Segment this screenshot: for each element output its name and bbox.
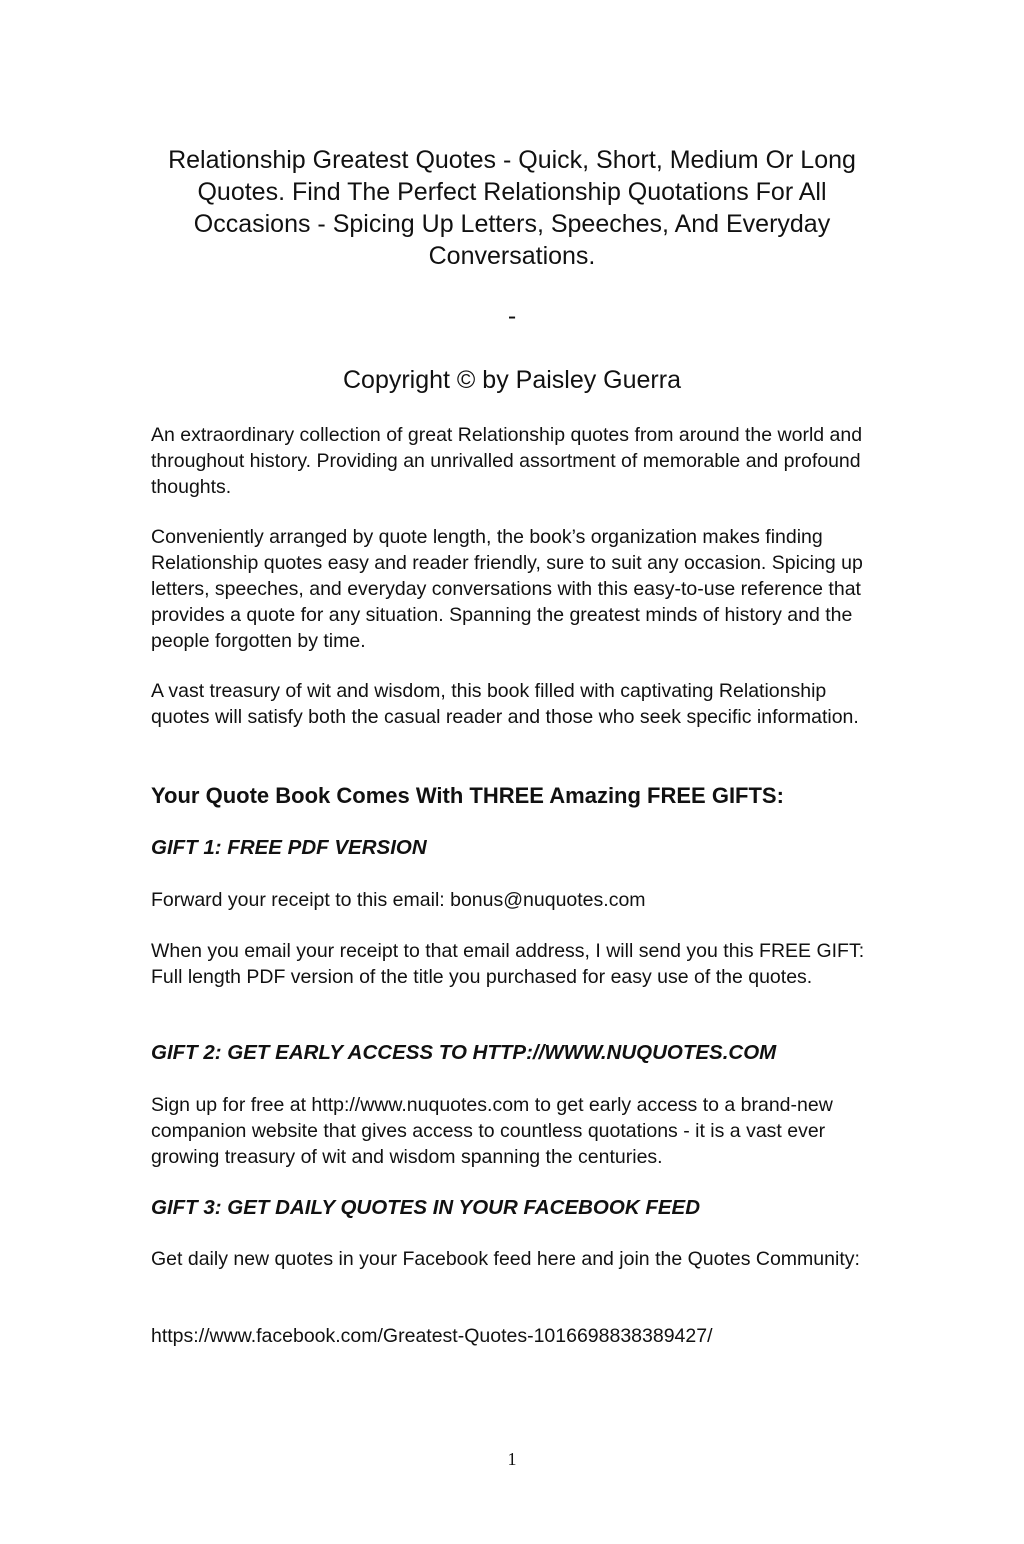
- gift-1-heading: GIFT 1: FREE PDF VERSION: [151, 836, 427, 859]
- intro-paragraph-1: An extraordinary collection of great Relationship quotes from around the world and throughout history. Providing an unrivalled assortment of memorable and profound thoughts.: [151, 424, 863, 498]
- gift-3-description: Get daily new quotes in your Facebook feed here and join the Quotes Community:: [151, 1248, 860, 1270]
- copyright-line: Copyright © by Paisley Guerra: [342, 366, 681, 394]
- gift-2-description: Sign up for free at http://www.nuquotes.com to get early access to a brand-new companion website that gives access to countless quotations - it is a vast ever growing treasury of wit and wisdom spanning the centuries.: [151, 1094, 833, 1168]
- intro-paragraph-2: Conveniently arranged by quote length, the book’s organization makes finding Relationship quotes easy and reader friendly, sure to suit any occasion. Spicing up letters, speeches, and everyday conversations with this easy-to-use reference that provides a quote for any situation. Spanning the greatest minds of history and the people forgotten by time.: [151, 526, 863, 652]
- page-title: Relationship Greatest Quotes - Quick, Short, Medium Or Long Quotes. Find The Perfect Relationship Quotations For All Occasions - Spicing Up Letters, Speeches, And Everyday Conversations.: [168, 146, 856, 270]
- title-separator: -: [507, 302, 517, 330]
- page-number: 1: [507, 1449, 517, 1469]
- gifts-heading: Your Quote Book Comes With THREE Amazing FREE GIFTS:: [151, 783, 784, 808]
- intro-paragraph-3: A vast treasury of wit and wisdom, this book filled with captivating Relationship quotes will satisfy both the casual reader and those who seek specific information.: [151, 680, 859, 728]
- gift-1-email-line: Forward your receipt to this email: bonus@nuquotes.com: [151, 889, 646, 911]
- gift-1-description: When you email your receipt to that email address, I will send you this FREE GIFT: Full length PDF version of the title you purchased for easy use of the quotes.: [151, 940, 865, 988]
- gift-3-heading: GIFT 3: GET DAILY QUOTES IN YOUR FACEBOOK FEED: [151, 1196, 700, 1219]
- gift-2-heading: GIFT 2: GET EARLY ACCESS TO HTTP://WWW.NUQUOTES.COM: [151, 1041, 777, 1064]
- facebook-link[interactable]: https://www.facebook.com/Greatest-Quotes-1016698838389427/: [151, 1325, 713, 1347]
